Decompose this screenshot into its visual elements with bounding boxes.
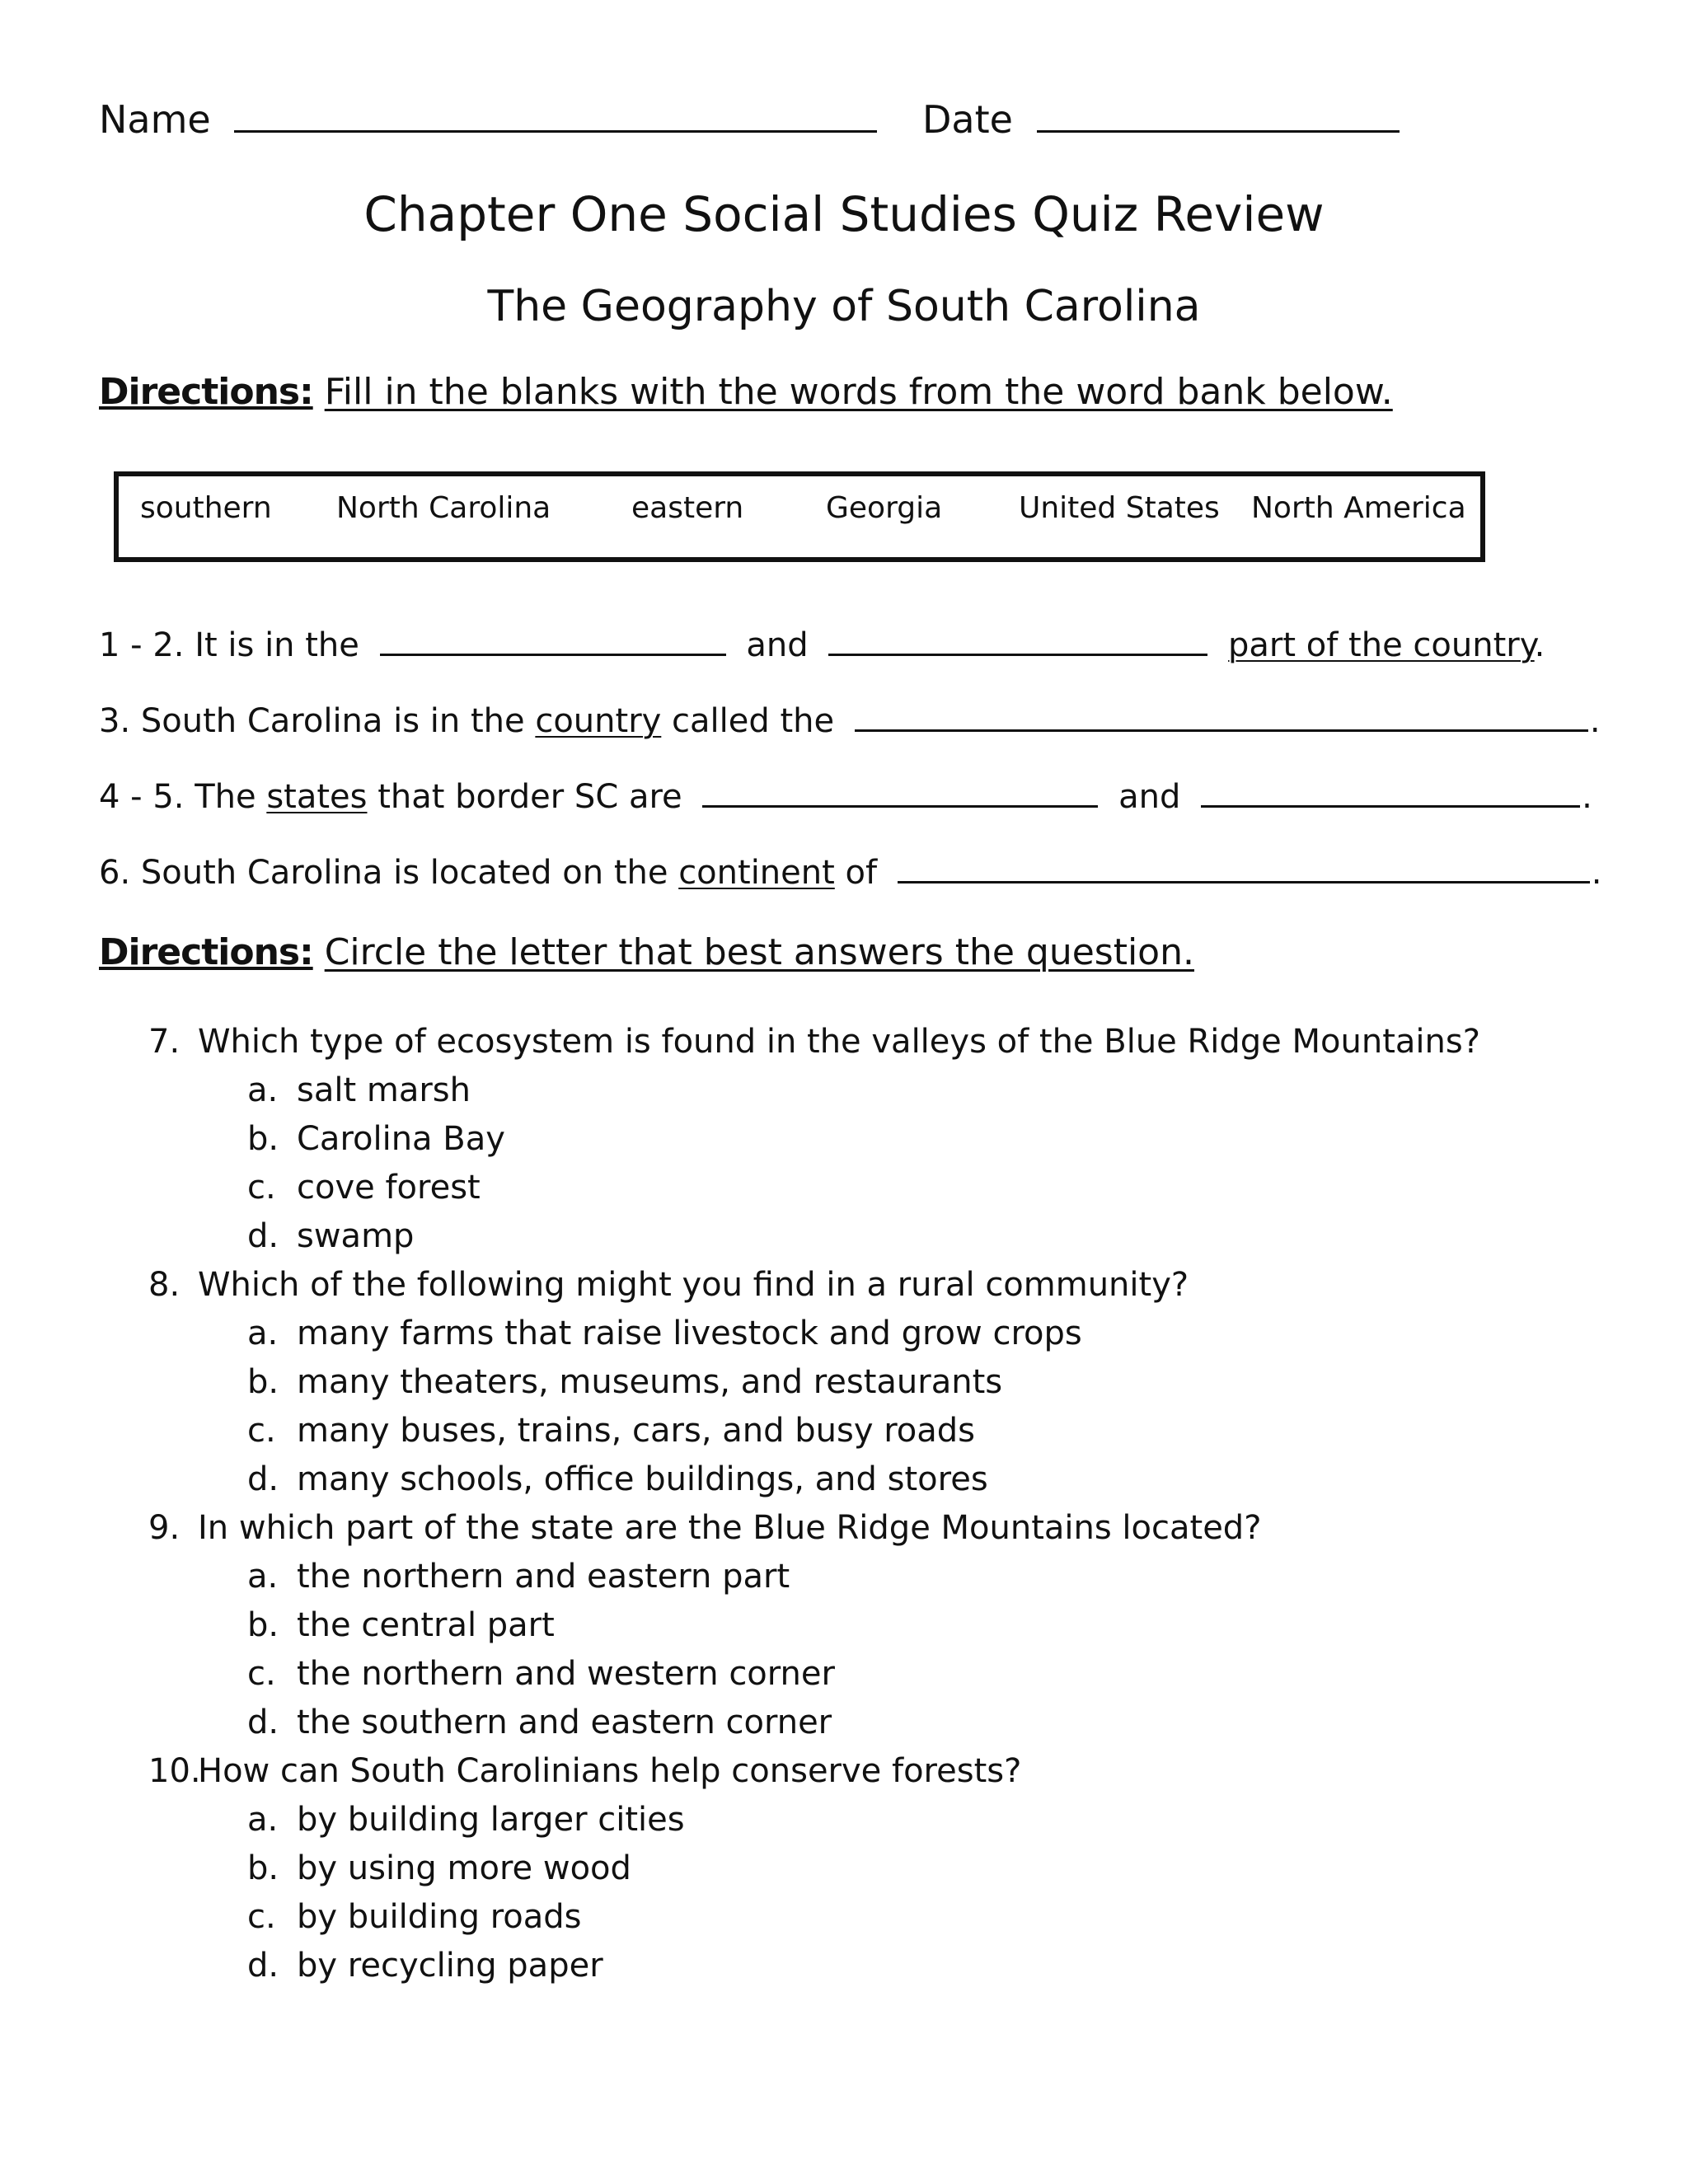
option-text: the northern and eastern part [297,1557,790,1596]
answer-option[interactable] [148,1455,1480,1503]
punctuation: . [1534,626,1545,664]
answer-option[interactable] [148,1552,1480,1601]
date-label: Date [921,97,1013,142]
underlined-term: states [266,778,368,816]
date-field[interactable] [1037,101,1400,133]
punctuation: . [1591,854,1602,892]
question-number: 10. [148,1751,201,1790]
option-text: by building roads [297,1897,582,1936]
question-text: Which type of ecosystem is found in the valleys of the Blue Ridge Mountains? [198,1022,1480,1061]
answer-option[interactable] [148,1163,1480,1212]
question-text: and [1118,778,1181,816]
question-text: The [195,778,256,816]
option-text: by building larger cities [297,1800,685,1839]
option-letter[interactable]: b. [247,1119,279,1158]
directions-text: Fill in the blanks with the words from the word bank below. [324,371,1393,413]
option-text: the southern and eastern corner [297,1703,832,1741]
option-text: many theaters, museums, and restaurants [297,1362,1003,1401]
punctuation: . [1582,778,1592,816]
option-text: by using more wood [297,1849,631,1887]
option-letter[interactable]: a. [247,1557,279,1596]
question-9 [148,1503,1480,1552]
answer-option[interactable] [148,1649,1480,1698]
question-text: 3. South Carolina is in the [99,702,525,740]
word-bank-item: United States [1019,491,1220,525]
option-letter[interactable]: b. [247,1605,279,1644]
option-letter[interactable]: d. [247,1946,279,1985]
option-letter[interactable]: d. [247,1216,279,1255]
page-title: Chapter One Social Studies Quiz Review [363,186,1325,242]
directions-label: Directions: [99,371,313,413]
option-letter[interactable]: b. [247,1849,279,1887]
question-8 [148,1260,1480,1309]
directions-text: Circle the letter that best answers the question. [324,931,1194,973]
question-text: It is in the [195,626,359,664]
option-letter[interactable]: a. [247,1071,279,1109]
fill-in-question-4-5 [99,778,1592,816]
word-bank-item: Georgia [826,491,943,525]
option-letter[interactable]: a. [247,1314,279,1352]
name-field[interactable] [234,101,877,133]
fill-in-question-3 [99,702,1601,740]
option-letter[interactable]: c. [247,1897,276,1936]
question-number: 1 - 2. [99,626,185,664]
multiple-choice-list [148,1017,1480,1990]
word-bank-item: North America [1251,491,1466,525]
fill-in-question-6 [99,854,1602,892]
name-label: Name [99,97,211,142]
question-text: In which part of the state are the Blue Ridge Mountains located? [198,1508,1262,1547]
directions-multiple-choice [99,931,1194,973]
directions-fill-in [99,371,1393,413]
underlined-term: country [535,702,662,740]
option-letter[interactable]: d. [247,1703,279,1741]
word-bank-item: southern [140,491,272,525]
answer-option[interactable] [148,1892,1480,1941]
question-text: called the [672,702,835,740]
option-letter[interactable]: c. [247,1411,276,1450]
answer-blank-5[interactable] [1201,780,1580,808]
question-text: How can South Carolinians help conserve forests? [198,1751,1022,1790]
underlined-term: continent [678,854,835,892]
question-number: 7. [148,1022,181,1061]
question-number: 9. [148,1508,181,1547]
question-number: 8. [148,1265,181,1304]
option-letter[interactable]: d. [247,1460,279,1498]
answer-blank-4[interactable] [702,780,1098,808]
answer-option[interactable] [148,1698,1480,1746]
answer-option[interactable] [148,1795,1480,1844]
answer-blank-2[interactable] [828,629,1207,656]
answer-option[interactable] [148,1406,1480,1455]
option-text: by recycling paper [297,1946,603,1985]
question-text: Which of the following might you find in a rural community? [198,1265,1189,1304]
answer-blank-3[interactable] [855,705,1588,732]
question-text: of [845,854,878,892]
option-text: many schools, office buildings, and stores [297,1460,988,1498]
name-date-row [99,97,1400,142]
underlined-term: part of the country [1228,626,1535,664]
answer-option[interactable] [148,1309,1480,1357]
answer-option[interactable] [148,1114,1480,1163]
option-text: many farms that raise livestock and grow crops [297,1314,1082,1352]
option-text: the central part [297,1605,555,1644]
question-number: 4 - 5. [99,778,185,816]
question-text: and [746,626,809,664]
answer-blank-1[interactable] [380,629,726,656]
option-letter[interactable]: a. [247,1800,279,1839]
page-subtitle: The Geography of South Carolina [487,282,1201,331]
question-7 [148,1017,1480,1066]
word-bank [114,471,1485,562]
answer-blank-6[interactable] [898,856,1590,883]
option-text: swamp [297,1216,415,1255]
option-letter[interactable]: c. [247,1654,276,1693]
answer-option[interactable] [148,1066,1480,1114]
answer-option[interactable] [148,1212,1480,1260]
fill-in-question-1-2 [99,626,1545,664]
directions-label: Directions: [99,931,313,973]
option-letter[interactable]: b. [247,1362,279,1401]
option-text: many buses, trains, cars, and busy roads [297,1411,975,1450]
option-letter[interactable]: c. [247,1168,276,1207]
question-text: 6. South Carolina is located on the [99,854,668,892]
word-bank-item: North Carolina [336,491,551,525]
question-10 [148,1746,1480,1795]
question-text: that border SC are [377,778,682,816]
word-bank-item: eastern [631,491,744,525]
option-text: Carolina Bay [297,1119,505,1158]
option-text: the northern and western corner [297,1654,835,1693]
answer-option[interactable] [148,1357,1480,1406]
answer-option[interactable] [148,1844,1480,1892]
punctuation: . [1589,702,1601,740]
answer-option[interactable] [148,1601,1480,1649]
option-text: cove forest [297,1168,481,1207]
answer-option[interactable] [148,1941,1480,1990]
option-text: salt marsh [297,1071,471,1109]
